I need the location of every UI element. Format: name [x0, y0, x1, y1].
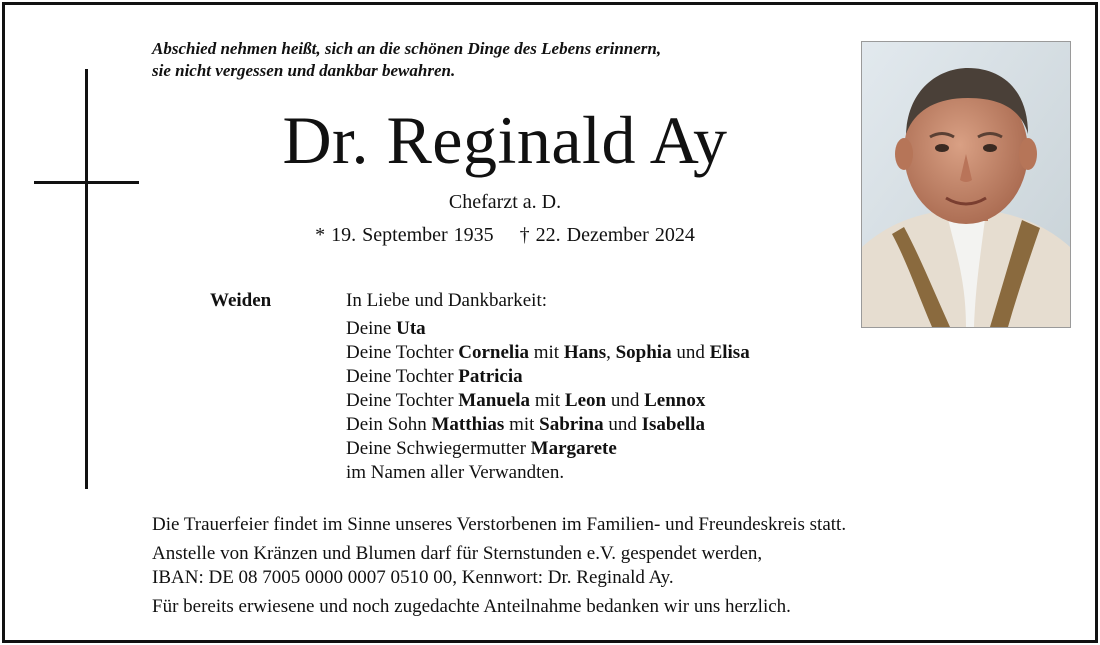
portrait-photo [861, 41, 1071, 328]
mourner-name: Patricia [458, 366, 523, 387]
donation-notice: Anstelle von Kränzen und Blumen darf für Sternstunden e.V. gespendet werden, [152, 543, 763, 564]
mourner-text: und [671, 342, 710, 363]
quote-line-1: Abschied nehmen heißt, sich an die schönen Dinge des Lebens erinnern, [152, 39, 662, 58]
mourner-name: Uta [396, 318, 426, 339]
mourners-intro: In Liebe und Dankbarkeit: [346, 290, 548, 311]
mourner-line [346, 341, 750, 365]
mourner-name: Isabella [641, 414, 705, 435]
mourner-name: Margarete [530, 438, 617, 459]
deceased-title: Chefarzt a. D. [448, 191, 562, 213]
mourner-name: Leon [564, 390, 607, 411]
mourner-text: Deine Tochter [346, 390, 459, 411]
mourner-text: Deine Schwiegermutter [346, 438, 531, 459]
mourner-text: mit [504, 414, 540, 435]
mourner-name: Cornelia [458, 342, 529, 363]
footer-notice [152, 513, 932, 619]
mourner-text: mit [530, 390, 565, 411]
thanks-notice: Für bereits erwiesene und noch zugedachte Anteilnahme bedanken wir uns herzlich. [152, 596, 791, 617]
portrait-icon [862, 42, 1070, 327]
place-name: Weiden [210, 290, 272, 311]
mourners-list [346, 289, 750, 485]
death-date: † 22. Dezember 2024 [519, 224, 695, 246]
mourner-text: , [606, 342, 616, 363]
cross-icon-horizontal-bar [34, 181, 139, 184]
mourner-line [346, 413, 750, 437]
mourner-text: mit [529, 342, 564, 363]
deceased-name: Dr. Reginald Ay [282, 102, 728, 178]
mourner-text: im Namen aller Verwandten. [346, 462, 565, 483]
obituary-card [2, 2, 1098, 643]
mourner-line [346, 317, 750, 341]
mourner-name: Sabrina [539, 414, 604, 435]
mourner-line [346, 389, 750, 413]
mourner-text: und [603, 414, 642, 435]
mourner-text: Deine Tochter [346, 342, 459, 363]
mourner-name: Elisa [709, 342, 750, 363]
iban-notice: IBAN: DE 08 7005 0000 0007 0510 00, Kennwort: Dr. Reginald Ay. [152, 567, 674, 588]
mourner-text: Deine [346, 318, 397, 339]
mourner-name: Matthias [431, 414, 505, 435]
mourner-name: Lennox [644, 390, 706, 411]
ceremony-notice: Die Trauerfeier findet im Sinne unseres Verstorbenen im Familien- und Freundeskreis statt. [152, 514, 847, 535]
mourner-text: Dein Sohn [346, 414, 432, 435]
life-dates [155, 223, 855, 247]
mourner-line [346, 365, 750, 389]
mourner-name: Manuela [458, 390, 531, 411]
mourner-line [346, 437, 750, 461]
mourner-name: Sophia [615, 342, 672, 363]
mourners-lines [346, 317, 750, 485]
mourner-text: und [606, 390, 645, 411]
mourner-text: Deine Tochter [346, 366, 459, 387]
mourner-line [346, 461, 750, 485]
birth-date: * 19. September 1935 [315, 224, 494, 246]
quote-line-2: sie nicht vergessen und dankbar bewahren. [152, 61, 456, 80]
mourner-name: Hans [563, 342, 607, 363]
farewell-quote [152, 38, 832, 82]
cross-icon-vertical-bar [85, 69, 88, 489]
